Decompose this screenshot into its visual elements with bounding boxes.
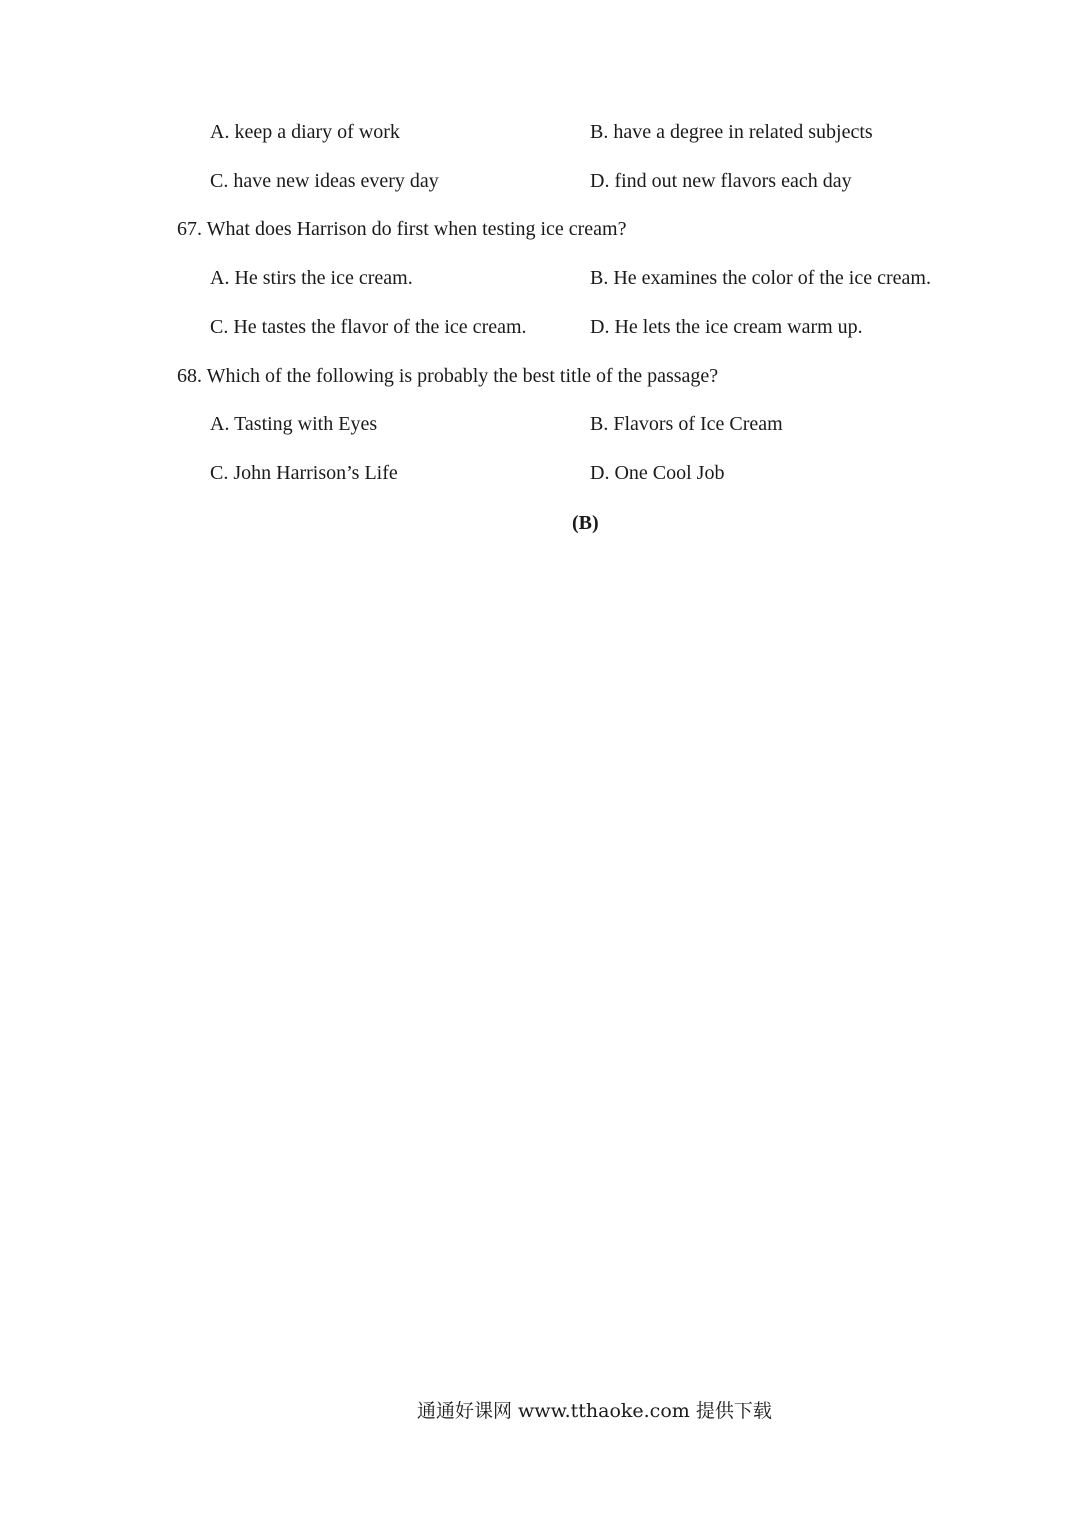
q66-option-a: A. keep a diary of work (210, 121, 400, 143)
q67-option-b: B. He examines the color of the ice cream. (590, 267, 931, 289)
q68-option-c: C. John Harrison’s Life (210, 462, 398, 484)
q68-question-text: 68. Which of the following is probably the best title of the passage? (177, 365, 719, 387)
q68-option-b: B. Flavors of Ice Cream (590, 413, 783, 435)
section-label: (B) (572, 512, 599, 534)
q68-option-d: D. One Cool Job (590, 462, 725, 484)
page-footer: 通通好课网 www.tthaoke.com 提供下载 (417, 1400, 772, 1422)
q66-option-b: B. have a degree in related subjects (590, 121, 873, 143)
q66-option-c: C. have new ideas every day (210, 170, 439, 192)
q66-option-d: D. find out new flavors each day (590, 170, 852, 192)
q67-option-c: C. He tastes the flavor of the ice cream. (210, 316, 527, 338)
q67-option-a: A. He stirs the ice cream. (210, 267, 413, 289)
q67-option-d: D. He lets the ice cream warm up. (590, 316, 863, 338)
q68-option-a: A. Tasting with Eyes (210, 413, 378, 435)
q67-question-text: 67. What does Harrison do first when testing ice cream? (177, 218, 627, 240)
